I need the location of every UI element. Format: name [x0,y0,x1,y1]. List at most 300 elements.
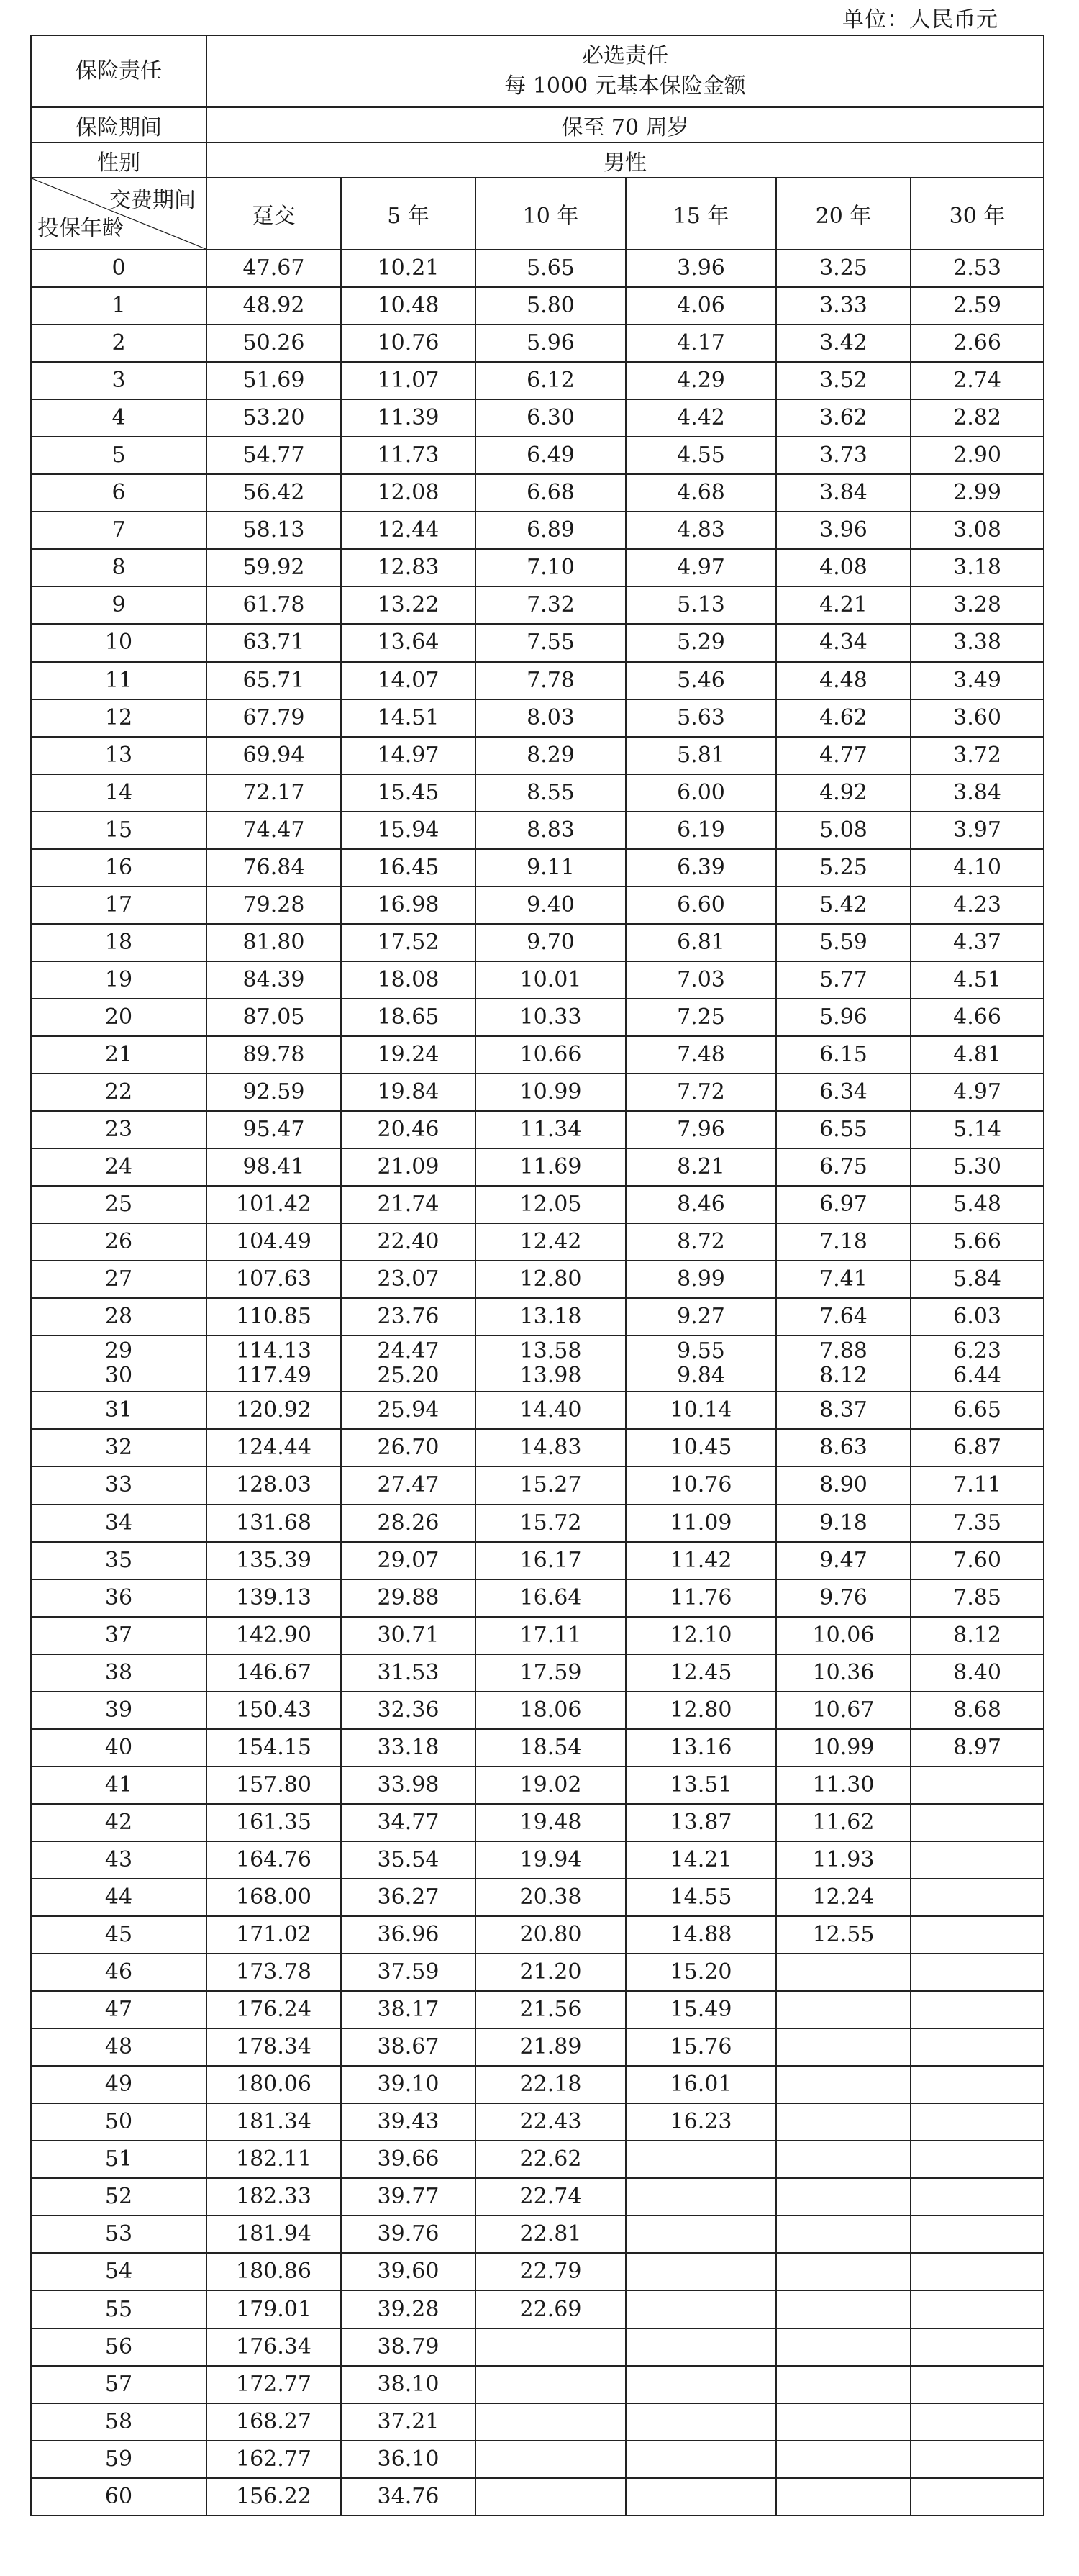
age-cell: 27 [31,1261,206,1298]
age-cell: 42 [31,1804,206,1841]
rate-cell: 172.77 [206,2366,341,2403]
rate-cell: 13.22 [341,586,475,624]
rate-cell: 16.98 [341,886,475,924]
rate-cell: 9.27 [626,1298,776,1335]
rate-cell: 16.17 [475,1542,626,1579]
age-cell: 21 [31,1036,206,1074]
rate-cell [911,2216,1044,2253]
rate-cell: 4.29 [626,362,776,399]
rate-cell: 8.12 [911,1617,1044,1654]
responsibility-label: 保险责任 [31,35,206,107]
age-cell: 58 [31,2403,206,2441]
rate-cell: 182.33 [206,2178,341,2216]
rate-cell: 22.74 [475,2178,626,2216]
rate-cell [626,1335,776,1392]
rate-cell: 72.17 [206,774,341,812]
rate-cell: 89.78 [206,1036,341,1074]
rate-cell: 53.20 [206,399,341,437]
gender-label: 性别 [31,142,206,178]
rate-cell: 5.25 [776,849,911,886]
rate-cell [776,2028,911,2066]
rate-cell: 10.48 [341,287,475,325]
age-cell: 55 [31,2290,206,2328]
rate-cell: 13.64 [341,624,475,661]
rate-cell: 8.40 [911,1654,1044,1692]
rate-cell [911,2441,1044,2478]
rate-cell: 16.45 [341,849,475,886]
rate-cell: 110.85 [206,1298,341,1335]
rate-cell: 4.37 [911,924,1044,961]
rate-cell [475,2403,626,2441]
rate-cell: 182.11 [206,2141,341,2178]
rate-cell: 15.94 [341,812,475,849]
rate-cell: 2.99 [911,474,1044,512]
rate-cell: 3.33 [776,287,911,325]
rate-cell: 5.65 [475,250,626,287]
rate-cell [911,1954,1044,1991]
rate-cell: 12.83 [341,549,475,586]
rate-cell: 12.42 [475,1223,626,1261]
age-cell: 25 [31,1186,206,1223]
rate-cell [911,2178,1044,2216]
table-row [31,250,1044,287]
rate-cell: 4.17 [626,325,776,362]
table-row [31,474,1044,512]
age-cell: 16 [31,849,206,886]
rate-cell: 12.55 [776,1916,911,1954]
rate-cell: 4.77 [776,737,911,774]
rate-cell: 5.08 [776,812,911,849]
rate-cell: 10.76 [626,1466,776,1504]
table-row [31,437,1044,474]
rate-cell: 124.44 [206,1429,341,1466]
age-cell: 49 [31,2066,206,2103]
table-row [31,2441,1044,2478]
table-row [31,287,1044,325]
rate-cell [475,1335,626,1392]
rate-cell: 17.52 [341,924,475,961]
rate-cell: 101.42 [206,1186,341,1223]
rate-cell: 6.00 [626,774,776,812]
rate-value: 114.13 [236,1338,311,1364]
table-row [31,924,1044,961]
rate-cell: 4.81 [911,1036,1044,1074]
rate-cell: 3.08 [911,512,1044,549]
age-cell: 53 [31,2216,206,2253]
rate-cell: 4.66 [911,999,1044,1036]
rate-cell: 39.10 [341,2066,475,2103]
rate-cell: 3.84 [776,474,911,512]
rate-cell [776,1335,911,1392]
rate-value: 25.20 [377,1363,440,1389]
rate-cell: 3.96 [626,250,776,287]
rate-cell: 162.77 [206,2441,341,2478]
rate-cell: 9.11 [475,849,626,886]
rate-cell: 20.38 [475,1879,626,1916]
rate-cell: 8.37 [776,1392,911,1429]
age-cell: 11 [31,662,206,699]
age-cell: 20 [31,999,206,1036]
table-row [31,886,1044,924]
rate-cell: 10.99 [475,1074,626,1111]
rate-cell: 13.87 [626,1804,776,1841]
rate-cell: 4.21 [776,586,911,624]
rate-cell: 5.13 [626,586,776,624]
rate-cell: 6.49 [475,437,626,474]
table-row [31,1542,1044,1579]
table-row [31,699,1044,737]
header-columns-row [31,178,1044,250]
rate-cell: 10.06 [776,1617,911,1654]
rate-cell: 3.42 [776,325,911,362]
rate-cell: 11.42 [626,1542,776,1579]
rate-cell: 5.14 [911,1111,1044,1148]
rate-cell: 27.47 [341,1466,475,1504]
rate-cell: 20.80 [475,1916,626,1954]
rate-cell: 50.26 [206,325,341,362]
rate-cell [911,2403,1044,2441]
rate-cell: 7.60 [911,1542,1044,1579]
rate-cell: 21.20 [475,1954,626,1991]
table-row [31,774,1044,812]
rate-cell: 179.01 [206,2290,341,2328]
rate-cell: 8.29 [475,737,626,774]
rate-cell: 31.53 [341,1654,475,1692]
table-row [31,1841,1044,1879]
table-row [31,1692,1044,1729]
age-cell: 17 [31,886,206,924]
table-row [31,961,1044,999]
rate-cell: 157.80 [206,1767,341,1804]
age-cell: 24 [31,1148,206,1186]
rate-cell: 176.34 [206,2328,341,2366]
rate-cell: 8.90 [776,1466,911,1504]
rate-cell: 4.10 [911,849,1044,886]
rate-value: 6.44 [953,1363,1001,1389]
rate-cell: 10.36 [776,1654,911,1692]
rate-cell: 12.05 [475,1186,626,1223]
rate-cell: 11.76 [626,1579,776,1617]
table-row [31,1879,1044,1916]
rate-cell: 12.45 [626,1654,776,1692]
age-cell: 3 [31,362,206,399]
age-cell: 15 [31,812,206,849]
age-cell: 44 [31,1879,206,1916]
header-period-row [31,107,1044,142]
rate-cell: 154.15 [206,1729,341,1767]
rate-cell: 7.72 [626,1074,776,1111]
rate-cell: 29.07 [341,1542,475,1579]
rate-cell: 9.47 [776,1542,911,1579]
rate-cell [626,2403,776,2441]
insured-age-label: 投保年龄 [37,216,124,241]
rate-cell: 4.97 [911,1074,1044,1111]
rate-cell: 2.90 [911,437,1044,474]
rate-value: 9.84 [677,1363,725,1389]
rate-cell [776,2441,911,2478]
table-row [31,399,1044,437]
rate-cell [911,2141,1044,2178]
rate-cell [911,1991,1044,2028]
age-cell [31,1335,206,1392]
rate-cell [626,2290,776,2328]
rate-cell: 8.97 [911,1729,1044,1767]
table-row [31,1991,1044,2028]
rate-cell: 2.59 [911,287,1044,325]
age-cell: 22 [31,1074,206,1111]
rate-cell [776,2403,911,2441]
rate-cell: 17.11 [475,1617,626,1654]
rate-cell: 8.55 [475,774,626,812]
rate-cell: 6.75 [776,1148,911,1186]
rate-cell: 178.34 [206,2028,341,2066]
rate-cell: 22.43 [475,2103,626,2141]
rate-cell: 4.34 [776,624,911,661]
table-row [31,1111,1044,1148]
rate-cell: 20.46 [341,1111,475,1148]
column-header: 10 年 [475,178,626,250]
rate-cell: 22.79 [475,2253,626,2290]
rate-cell: 12.08 [341,474,475,512]
rate-cell: 9.76 [776,1579,911,1617]
payment-period-label: 交费期间 [109,188,196,213]
age-cell: 52 [31,2178,206,2216]
rate-cell: 3.38 [911,624,1044,661]
rate-cell: 13.18 [475,1298,626,1335]
age-cell: 2 [31,325,206,362]
rate-cell: 128.03 [206,1466,341,1504]
rate-cell: 150.43 [206,1692,341,1729]
table-row [31,2103,1044,2141]
age-cell: 38 [31,1654,206,1692]
rate-cell: 3.84 [911,774,1044,812]
rate-cell [776,2366,911,2403]
age-cell: 23 [31,1111,206,1148]
rate-cell: 3.72 [911,737,1044,774]
rate-cell: 74.47 [206,812,341,849]
rate-cell: 19.24 [341,1036,475,1074]
age-cell: 39 [31,1692,206,1729]
rate-cell [911,2478,1044,2516]
table-row [31,1298,1044,1335]
rate-cell: 39.43 [341,2103,475,2141]
rate-cell: 14.51 [341,699,475,737]
age-cell: 5 [31,437,206,474]
rate-cell [776,2290,911,2328]
rate-cell: 19.94 [475,1841,626,1879]
table-row [31,1505,1044,1542]
rate-cell: 5.84 [911,1261,1044,1298]
rate-cell: 6.19 [626,812,776,849]
table-row [31,1617,1044,1654]
age-cell: 45 [31,1916,206,1954]
rate-cell: 39.28 [341,2290,475,2328]
rate-cell [911,2328,1044,2366]
rate-cell: 4.42 [626,399,776,437]
rate-cell: 15.76 [626,2028,776,2066]
rate-cell: 4.62 [776,699,911,737]
rate-cell: 7.48 [626,1036,776,1074]
rate-cell: 6.89 [475,512,626,549]
rate-cell: 10.21 [341,250,475,287]
rate-cell: 6.60 [626,886,776,924]
rate-cell: 95.47 [206,1111,341,1148]
rate-cell [911,2028,1044,2066]
age-cell: 28 [31,1298,206,1335]
rate-cell: 8.63 [776,1429,911,1466]
rate-cell: 14.07 [341,662,475,699]
rate-cell: 38.10 [341,2366,475,2403]
rate-cell: 12.44 [341,512,475,549]
table-row [31,1804,1044,1841]
rate-cell: 5.96 [776,999,911,1036]
table-row [31,1729,1044,1767]
rate-cell: 17.59 [475,1654,626,1692]
rate-cell: 3.60 [911,699,1044,737]
rate-cell [626,2216,776,2253]
rate-cell: 15.49 [626,1991,776,2028]
rate-cell: 9.70 [475,924,626,961]
period-label: 保险期间 [31,107,206,142]
rate-cell [911,2103,1044,2141]
rate-cell: 36.10 [341,2441,475,2478]
rate-cell: 38.17 [341,1991,475,2028]
rate-cell: 11.93 [776,1841,911,1879]
rate-cell: 7.25 [626,999,776,1036]
rate-cell: 48.92 [206,287,341,325]
rate-cell: 23.07 [341,1261,475,1298]
age-cell: 37 [31,1617,206,1654]
rate-cell: 7.32 [475,586,626,624]
rate-cell: 5.30 [911,1148,1044,1186]
rate-cell: 6.15 [776,1036,911,1074]
rate-cell [475,2478,626,2516]
rate-cell [626,2328,776,2366]
rate-cell: 14.55 [626,1879,776,1916]
rate-cell: 39.60 [341,2253,475,2290]
rate-cell: 7.85 [911,1579,1044,1617]
rate-value: 6.23 [953,1338,1001,1364]
rate-cell [911,2290,1044,2328]
age-cell: 41 [31,1767,206,1804]
table-row [31,1036,1044,1074]
rate-cell [776,2066,911,2103]
rate-cell: 3.49 [911,662,1044,699]
rate-cell [911,2066,1044,2103]
rate-cell: 15.45 [341,774,475,812]
rate-cell: 4.55 [626,437,776,474]
rate-cell: 84.39 [206,961,341,999]
rate-cell: 12.80 [475,1261,626,1298]
rate-cell: 6.03 [911,1298,1044,1335]
table-row [31,1466,1044,1504]
rate-cell: 180.06 [206,2066,341,2103]
rate-cell: 19.84 [341,1074,475,1111]
rate-cell: 6.97 [776,1186,911,1223]
rate-cell: 15.27 [475,1466,626,1504]
age-cell: 36 [31,1579,206,1617]
age-value: 29 [104,1338,133,1364]
responsibility-line2: 每 1000 元基本保险金额 [504,73,746,99]
rate-cell: 16.64 [475,1579,626,1617]
rate-cell: 39.77 [341,2178,475,2216]
rate-value: 7.88 [819,1338,868,1364]
rate-cell: 171.02 [206,1916,341,1954]
rate-cell [475,2328,626,2366]
table-row [31,362,1044,399]
age-cell: 12 [31,699,206,737]
rate-cell: 107.63 [206,1261,341,1298]
rate-value: 117.49 [236,1363,311,1389]
rate-value: 8.12 [819,1363,868,1389]
age-cell: 51 [31,2141,206,2178]
age-cell: 59 [31,2441,206,2478]
rate-cell: 65.71 [206,662,341,699]
rate-cell: 36.96 [341,1916,475,1954]
rate-cell: 19.48 [475,1804,626,1841]
rate-value: 9.55 [677,1338,725,1364]
rate-cell: 9.40 [475,886,626,924]
period-value: 保至 70 周岁 [206,107,1044,142]
rate-cell: 5.59 [776,924,911,961]
rate-cell: 7.35 [911,1505,1044,1542]
rate-cell: 4.51 [911,961,1044,999]
table-row [31,1954,1044,1991]
rate-cell: 3.62 [776,399,911,437]
rate-cell: 14.97 [341,737,475,774]
rate-cell: 22.40 [341,1223,475,1261]
rate-cell: 10.99 [776,1729,911,1767]
table-row [31,2366,1044,2403]
rate-cell: 5.29 [626,624,776,661]
age-cell: 6 [31,474,206,512]
table-row [31,325,1044,362]
rate-cell: 168.27 [206,2403,341,2441]
table-row [31,2216,1044,2253]
table-row [31,2328,1044,2366]
rate-cell: 181.94 [206,2216,341,2253]
rate-cell: 21.74 [341,1186,475,1223]
column-header: 15 年 [626,178,776,250]
rate-cell: 8.46 [626,1186,776,1223]
table-row [31,512,1044,549]
rate-cell: 39.76 [341,2216,475,2253]
age-cell: 13 [31,737,206,774]
rate-cell [911,1767,1044,1804]
rate-cell [776,2328,911,2366]
table-row [31,1186,1044,1223]
rate-cell: 2.74 [911,362,1044,399]
rate-cell: 36.27 [341,1879,475,1916]
age-cell: 0 [31,250,206,287]
rate-cell [776,1991,911,2028]
rate-cell: 3.28 [911,586,1044,624]
table-row [31,812,1044,849]
age-cell: 1 [31,287,206,325]
rate-cell: 6.34 [776,1074,911,1111]
rate-cell: 14.83 [475,1429,626,1466]
unit-label: 单位：人民币元 [842,7,998,32]
rate-cell: 67.79 [206,699,341,737]
rate-cell: 5.48 [911,1186,1044,1223]
premium-rate-table [30,35,1044,2516]
rate-cell: 176.24 [206,1991,341,2028]
rate-cell: 5.80 [475,287,626,325]
rate-cell: 9.18 [776,1505,911,1542]
rate-cell: 161.35 [206,1804,341,1841]
rate-cell: 156.22 [206,2478,341,2516]
rate-cell: 87.05 [206,999,341,1036]
